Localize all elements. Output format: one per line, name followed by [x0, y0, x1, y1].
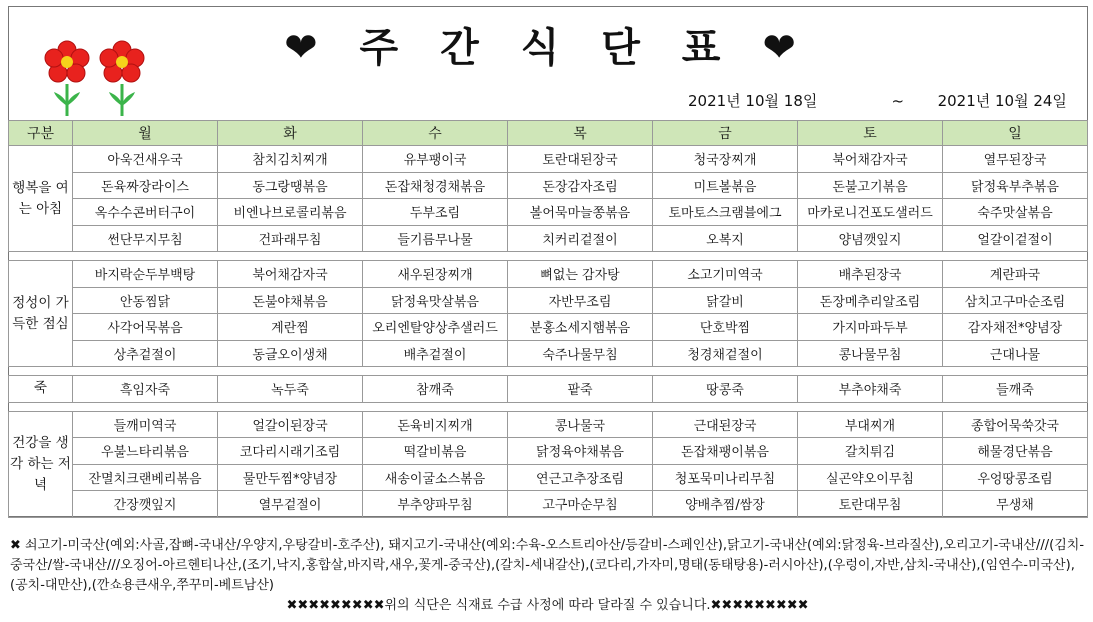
menu-cell: 닭정육부추볶음: [943, 172, 1088, 199]
breakfast-row: [9, 172, 1088, 199]
gap-cell: [9, 402, 1088, 411]
menu-cell: 종합어묵쑥갓국: [943, 411, 1088, 438]
page-title: [8, 16, 1086, 73]
menu-cell: 가지마파두부: [798, 314, 943, 341]
menu-cell: 해물경단볶음: [943, 438, 1088, 465]
menu-cell: 돈장감자조림: [508, 172, 653, 199]
flower-right: [100, 41, 144, 116]
menu-cell: 분홍소세지햄볶음: [508, 314, 653, 341]
menu-cell: 간장깻잎지: [73, 491, 218, 518]
menu-cell: 우불느타리볶음: [73, 438, 218, 465]
menu-cell: 동글오이생채: [218, 340, 363, 367]
breakfast-row: [9, 199, 1088, 226]
menu-cell: 근대나물: [943, 340, 1088, 367]
date-range: [688, 90, 1067, 111]
menu-cell: 연근고추장조림: [508, 464, 653, 491]
menu-cell: 미트볼볶음: [653, 172, 798, 199]
menu-cell: 들깨미역국: [73, 411, 218, 438]
menu-cell: 소고기미역국: [653, 261, 798, 288]
menu-cell: 떡갈비볶음: [363, 438, 508, 465]
menu-cell: 배추겉절이: [363, 340, 508, 367]
menu-cell: 참치김치찌개: [218, 146, 363, 173]
menu-cell: 참깨죽: [363, 376, 508, 403]
menu-cell: 얼갈이된장국: [218, 411, 363, 438]
menu-cell: 들깨죽: [943, 376, 1088, 403]
menu-cell: 부대찌개: [798, 411, 943, 438]
gap-cell: [9, 252, 1088, 261]
dinner-row: [9, 411, 1088, 438]
menu-cell: 마카로니건포도샐러드: [798, 199, 943, 226]
menu-cell: 바지락순두부백탕: [73, 261, 218, 288]
menu-cell: 삼치고구마순조림: [943, 287, 1088, 314]
porridge-label: 죽: [9, 376, 73, 403]
menu-cell: 들기름무나물: [363, 225, 508, 252]
lunch-label: 정성이 가득한 점심: [9, 261, 73, 367]
menu-cell: 청경채겉절이: [653, 340, 798, 367]
menu-cell: 치커리겉절이: [508, 225, 653, 252]
menu-cell: 코다리시래기조림: [218, 438, 363, 465]
header-cell: 월: [73, 121, 218, 146]
menu-cell: 배추된장국: [798, 261, 943, 288]
flower-icon: [40, 36, 150, 116]
breakfast-label: 행복을 여는 아침: [9, 146, 73, 252]
menu-cell: 닭정육맛살볶음: [363, 287, 508, 314]
header-cell: 목: [508, 121, 653, 146]
lunch-row: [9, 261, 1088, 288]
menu-cell: 아욱건새우국: [73, 146, 218, 173]
title-text: 주 간 식 단 표: [359, 25, 735, 71]
menu-cell: 땅콩죽: [653, 376, 798, 403]
menu-cell: 돈장메추리알조림: [798, 287, 943, 314]
notes: [10, 536, 1085, 616]
lunch-row: [9, 287, 1088, 314]
menu-cell: 흑임자죽: [73, 376, 218, 403]
menu-cell: 새우된장찌개: [363, 261, 508, 288]
menu-cell: 녹두죽: [218, 376, 363, 403]
menu-cell: 상추겉절이: [73, 340, 218, 367]
date-separator: ~: [891, 92, 905, 110]
menu-cell: 콩나물국: [508, 411, 653, 438]
menu-cell: 무생채: [943, 491, 1088, 518]
menu-cell: 돈육비지찌개: [363, 411, 508, 438]
dinner-row: [9, 438, 1088, 465]
menu-cell: 닭정육야채볶음: [508, 438, 653, 465]
flower-left: [45, 41, 89, 116]
dinner-label: 건강을 생각 하는 저녁: [9, 411, 73, 517]
menu-cell: 계란파국: [943, 261, 1088, 288]
heart-icon: ❤: [284, 25, 332, 71]
menu-cell: 북어채감자국: [798, 146, 943, 173]
menu-cell: 볼어묵마늘쫑볶음: [508, 199, 653, 226]
header-cell: 토: [798, 121, 943, 146]
menu-cell: 청국장찌개: [653, 146, 798, 173]
menu-cell: 북어채감자국: [218, 261, 363, 288]
menu-cell: 돈잡채청경채볶음: [363, 172, 508, 199]
menu-cell: 숙주나물무침: [508, 340, 653, 367]
section-gap: [9, 252, 1088, 261]
menu-cell: 옥수수콘버터구이: [73, 199, 218, 226]
menu-cell: 물만두찜*양념장: [218, 464, 363, 491]
menu-cell: 안동찜닭: [73, 287, 218, 314]
menu-cell: 단호박찜: [653, 314, 798, 341]
header-cell: 구분: [9, 121, 73, 146]
menu-cell: 잔멸치크랜베리볶음: [73, 464, 218, 491]
dinner-row: [9, 491, 1088, 518]
menu-cell: 열무겉절이: [218, 491, 363, 518]
menu-cell: 고구마순무침: [508, 491, 653, 518]
header-row: [9, 121, 1088, 146]
menu-cell: 동그랑땡볶음: [218, 172, 363, 199]
menu-cell: 감자채전*양념장: [943, 314, 1088, 341]
menu-cell: 비엔나브로콜리볶음: [218, 199, 363, 226]
breakfast-row: [9, 225, 1088, 252]
origin-note: ✖ 쇠고기-미국산(예외:사골,잡뼈-국내산/우양지,우탕갈비-호주산), 돼지고기-국내산(예외:수육-오스트리아산/등갈비-스페인산),닭고기-국내산(예외:닭정육-브라질산),오리고기-국내산///(김치-중국산/쌀-국내산///오징어-아르헨티나산,(조기,낙지,홍합살,바지락,새우,꽃게-중국산),(갈치-세내갈산),(코다리,가자미,명태(동태탕용)-러시아산),(우렁이,자반,삼치-국내산),(임연수-미국산),(공치-대만산),(깐쇼용큰새우,쭈꾸미-베트남산): [10, 538, 1085, 593]
menu-cell: 열무된장국: [943, 146, 1088, 173]
meal-table: [8, 120, 1088, 518]
lunch-row: [9, 340, 1088, 367]
breakfast-row: [9, 146, 1088, 173]
menu-cell: 청포묵미나리무침: [653, 464, 798, 491]
header-cell: 수: [363, 121, 508, 146]
menu-cell: 팥죽: [508, 376, 653, 403]
heart-icon: ❤: [762, 25, 810, 71]
menu-cell: 썬단무지무침: [73, 225, 218, 252]
menu-cell: 양념깻잎지: [798, 225, 943, 252]
notice-note: ✖✖✖✖✖✖✖✖✖위의 식단은 식재료 수급 사정에 따라 달라질 수 있습니다.✖✖✖✖✖✖✖✖✖: [286, 598, 809, 613]
porridge-row: [9, 376, 1088, 403]
menu-cell: 숙주맛살볶음: [943, 199, 1088, 226]
date-start: 2021년 10월 18일: [688, 92, 818, 110]
menu-cell: 계란찜: [218, 314, 363, 341]
menu-cell: 부추야채죽: [798, 376, 943, 403]
dinner-row: [9, 464, 1088, 491]
menu-cell: 자반무조림: [508, 287, 653, 314]
menu-cell: 뼈없는 감자탕: [508, 261, 653, 288]
menu-cell: 돈불고기볶음: [798, 172, 943, 199]
menu-cell: 돈불야채볶음: [218, 287, 363, 314]
title-bar: [8, 6, 1086, 121]
menu-cell: 두부조림: [363, 199, 508, 226]
menu-cell: 돈육짜장라이스: [73, 172, 218, 199]
header-cell: 금: [653, 121, 798, 146]
menu-cell: 토마토스크램블에그: [653, 199, 798, 226]
menu-cell: 부추양파무침: [363, 491, 508, 518]
lunch-row: [9, 314, 1088, 341]
header-cell: 일: [943, 121, 1088, 146]
menu-cell: 사각어묵볶음: [73, 314, 218, 341]
menu-cell: 갈치튀김: [798, 438, 943, 465]
menu-cell: 콩나물무침: [798, 340, 943, 367]
section-gap: [9, 402, 1088, 411]
menu-cell: 우엉땅콩조림: [943, 464, 1088, 491]
menu-cell: 실곤약오이무침: [798, 464, 943, 491]
menu-cell: 오복지: [653, 225, 798, 252]
menu-cell: 오리엔탈양상추샐러드: [363, 314, 508, 341]
section-gap: [9, 367, 1088, 376]
menu-cell: 돈잡채팽이볶음: [653, 438, 798, 465]
date-end: 2021년 10월 24일: [937, 92, 1067, 110]
menu-cell: 양배추찜/쌈장: [653, 491, 798, 518]
menu-cell: 닭갈비: [653, 287, 798, 314]
gap-cell: [9, 367, 1088, 376]
menu-cell: 유부팽이국: [363, 146, 508, 173]
menu-cell: 근대된장국: [653, 411, 798, 438]
menu-cell: 토란대된장국: [508, 146, 653, 173]
menu-cell: 건파래무침: [218, 225, 363, 252]
menu-cell: 토란대무침: [798, 491, 943, 518]
header-cell: 화: [218, 121, 363, 146]
menu-cell: 새송이굴소스볶음: [363, 464, 508, 491]
menu-cell: 얼갈이겉절이: [943, 225, 1088, 252]
